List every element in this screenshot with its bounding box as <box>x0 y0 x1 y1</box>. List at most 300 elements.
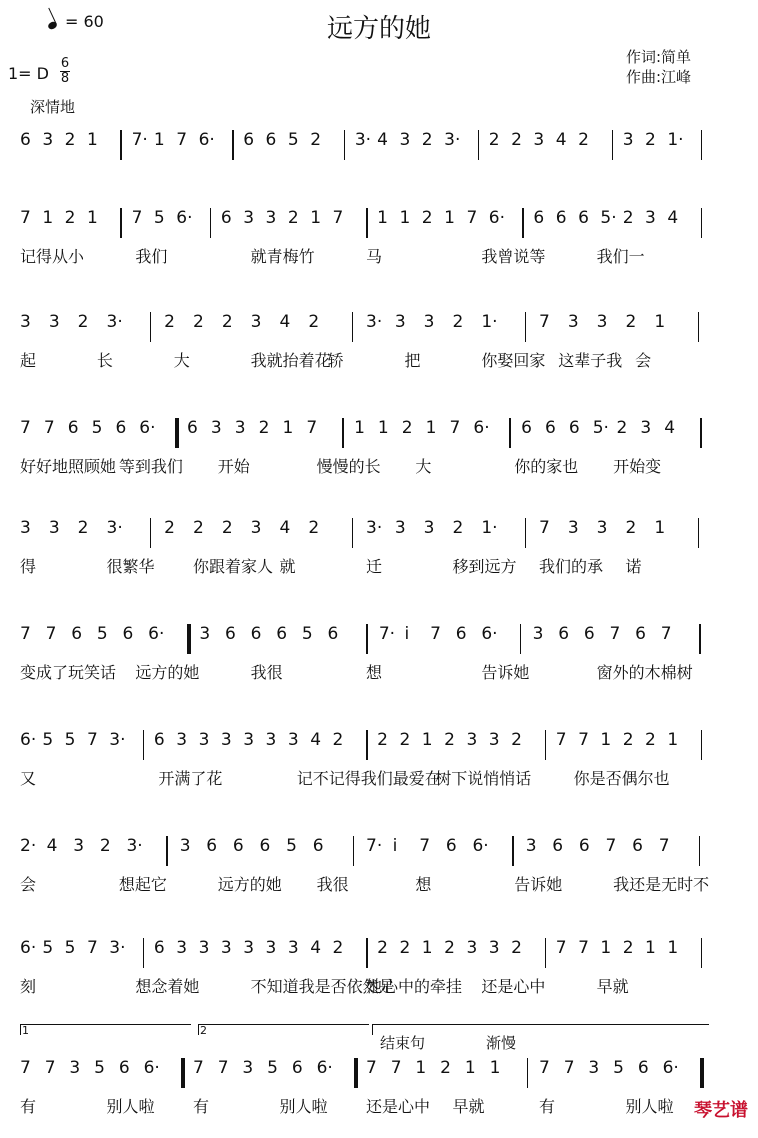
lyric: 我们一 <box>596 247 645 266</box>
bar-line <box>344 130 346 160</box>
note: 3 <box>265 938 277 958</box>
note: 3 <box>176 730 188 750</box>
note: 3· <box>444 130 461 150</box>
note: 3 <box>423 312 435 332</box>
note: 7 <box>449 418 461 438</box>
lyric: 就青梅竹 <box>250 247 315 266</box>
bar-line <box>353 836 355 866</box>
note: 7 <box>131 208 143 228</box>
ending-tempo: 渐慢 <box>486 1034 517 1052</box>
bar-line <box>120 130 122 160</box>
lyricist: 作词:简单 <box>626 48 692 66</box>
note: 2 <box>444 938 455 958</box>
bar-line <box>150 312 152 342</box>
note: 6 <box>243 130 255 150</box>
bar-line <box>525 518 527 548</box>
note: 7 <box>45 624 57 644</box>
lyrics-row <box>0 454 758 478</box>
note: 1 <box>667 730 679 750</box>
note: 3 <box>287 730 299 750</box>
note: 2 <box>645 130 656 150</box>
note: 2 <box>488 130 500 150</box>
note: 6· <box>20 730 37 750</box>
note: 1 <box>86 130 98 150</box>
note: 6 <box>637 1058 649 1078</box>
note: 2 <box>77 518 89 538</box>
note: 7 <box>20 1058 31 1078</box>
note: 2 <box>401 418 413 438</box>
score-line <box>0 130 758 210</box>
note: 7 <box>563 1058 575 1078</box>
notation-row <box>0 836 758 870</box>
note: 6 <box>635 624 646 644</box>
note: 3 <box>265 208 277 228</box>
note: 6 <box>555 208 567 228</box>
lyrics-row <box>0 244 758 268</box>
lyric: 你是否偶尔也 <box>573 769 670 788</box>
bar-line <box>366 730 368 760</box>
lyric: 早就 <box>596 977 629 996</box>
note: 6 <box>558 624 570 644</box>
note: 4 <box>279 518 291 538</box>
note: 3· <box>354 130 372 150</box>
note: 6 <box>20 130 31 150</box>
bar-line <box>700 1058 704 1088</box>
note: 6 <box>115 418 127 438</box>
note: 7 <box>555 730 567 750</box>
lyric: 开始 <box>217 457 250 476</box>
note: 2 <box>452 312 464 332</box>
bar-line <box>352 312 354 342</box>
lyric: 别人啦 <box>279 1097 328 1116</box>
lyric: 就 <box>279 557 296 576</box>
lyric: 想起它 <box>118 875 167 894</box>
note: 2 <box>193 312 204 332</box>
score-line <box>0 1058 758 1138</box>
note: 6 <box>521 418 532 438</box>
bar-line <box>143 730 145 760</box>
note: 7 <box>609 624 621 644</box>
lyric: 会 <box>635 351 652 370</box>
note: 2 <box>332 730 344 750</box>
note: 2 <box>99 836 111 856</box>
lyric: 会 <box>20 875 37 894</box>
note: 1 <box>354 418 365 438</box>
note: 7 <box>306 418 318 438</box>
note: 3· <box>109 730 126 750</box>
bar-line <box>545 938 547 968</box>
lyric: 把 <box>404 351 421 370</box>
note: 3 <box>48 518 60 538</box>
lyric: 我们 <box>135 247 168 266</box>
lyric: 记得从小 <box>20 247 85 266</box>
note: 5· <box>592 418 609 438</box>
note: 3 <box>532 624 544 644</box>
lyric: 开满了花 <box>158 769 223 788</box>
note: 3· <box>106 312 123 332</box>
note: 2 <box>308 518 320 538</box>
note: 5 <box>42 730 54 750</box>
note: 6· <box>148 624 165 644</box>
bar-line <box>150 518 152 548</box>
lyric: 我很 <box>316 875 349 894</box>
notation-row <box>0 518 758 552</box>
bar-line <box>522 208 524 238</box>
note: 1 <box>415 1058 427 1078</box>
note: 6 <box>259 836 271 856</box>
note: 6· <box>472 836 489 856</box>
notation-row <box>0 624 758 658</box>
bar-line <box>520 624 522 654</box>
note: 3 <box>525 836 537 856</box>
note: 4 <box>667 208 679 228</box>
note: 2 <box>399 730 411 750</box>
lyric: 变成了玩笑话 <box>20 663 117 682</box>
note: 6 <box>153 730 165 750</box>
note: 3· <box>109 938 126 958</box>
bar-line <box>698 518 700 548</box>
lyric: 别人啦 <box>106 1097 155 1116</box>
notation-row <box>0 130 758 164</box>
note: 4 <box>310 938 322 958</box>
note: 3 <box>220 938 232 958</box>
note: 3 <box>287 938 299 958</box>
note: 2 <box>77 312 89 332</box>
bar-line <box>166 836 168 866</box>
note: 3 <box>69 1058 81 1078</box>
note: 3 <box>210 418 222 438</box>
note: 4 <box>279 312 291 332</box>
note: 1 <box>444 208 455 228</box>
note: 2 <box>440 1058 451 1078</box>
lyric: 轿 <box>327 351 344 370</box>
bar-line <box>701 730 703 760</box>
lyric: 起 <box>20 351 37 370</box>
note: 6 <box>544 418 556 438</box>
note: 2 <box>377 938 388 958</box>
lyric: 你的家也 <box>514 457 579 476</box>
note: 6 <box>250 624 262 644</box>
notation-row <box>0 730 758 764</box>
lyrics-row <box>0 554 758 578</box>
bar-line <box>120 208 122 238</box>
note: 1 <box>399 208 411 228</box>
lyric: 别人啦 <box>625 1097 674 1116</box>
lyrics-row <box>0 766 758 790</box>
note: 3 <box>48 312 60 332</box>
note: 2 <box>511 730 522 750</box>
note: 6 <box>578 836 590 856</box>
lyric: 我很 <box>250 663 283 682</box>
note: 1 <box>282 418 294 438</box>
tempo-marking: = 60 <box>48 12 104 31</box>
bar-line <box>545 730 547 760</box>
bar-line <box>699 624 701 654</box>
coda-bracket <box>372 1024 709 1035</box>
lyrics-row <box>0 872 758 896</box>
note: 7 <box>20 418 31 438</box>
note: 1· <box>667 130 684 150</box>
note: 2 <box>625 518 637 538</box>
note: 3· <box>106 518 123 538</box>
bar-line <box>366 624 368 654</box>
lyric: 想 <box>366 663 383 682</box>
lyric: 得 <box>20 557 37 576</box>
note: 2 <box>421 130 433 150</box>
page-title: 远方的她 <box>326 14 431 44</box>
note: 6 <box>187 418 198 438</box>
note: 6 <box>122 624 134 644</box>
score-line <box>0 312 758 392</box>
note: 7 <box>605 836 617 856</box>
note: 2 <box>511 130 522 150</box>
bar-line <box>366 938 368 968</box>
note: 3 <box>622 130 634 150</box>
lyric: 等到我们 <box>118 457 183 476</box>
note: 3 <box>243 730 255 750</box>
lyric: 你娶回家 <box>481 351 546 370</box>
note: 6 <box>552 836 564 856</box>
note: 3 <box>265 730 277 750</box>
expression-marking: 深情地 <box>30 98 76 116</box>
lyric: 好好地照顾她 <box>20 457 117 476</box>
note: 3 <box>567 518 579 538</box>
note: 6 <box>220 208 232 228</box>
lyric: 想 <box>415 875 432 894</box>
note: 6 <box>312 836 324 856</box>
notation-row <box>0 938 758 972</box>
lyric: 我就抬着花 <box>250 351 331 370</box>
note: 5 <box>286 836 297 856</box>
note: 7 <box>20 208 31 228</box>
bar-line <box>698 312 700 342</box>
lyric: 远方的她 <box>135 663 200 682</box>
note: 3 <box>423 518 435 538</box>
note: 6 <box>232 836 244 856</box>
note: 3 <box>466 730 478 750</box>
score-line <box>0 730 758 810</box>
lyric: 窗外的木棉树 <box>596 663 693 682</box>
lyric: 我们的承 <box>539 557 604 576</box>
notation-row <box>0 418 758 452</box>
note: 3 <box>199 624 211 644</box>
lyric: 告诉她 <box>481 663 530 682</box>
note: 2 <box>622 730 634 750</box>
note: 7 <box>539 312 550 332</box>
note: 6 <box>632 836 643 856</box>
lyric: 还是心中 <box>366 1097 431 1116</box>
note: 2 <box>622 208 634 228</box>
note: 2 <box>164 518 175 538</box>
note: 6 <box>533 208 545 228</box>
note: 7 <box>86 938 98 958</box>
note: 3 <box>242 1058 254 1078</box>
bar-line <box>366 208 368 238</box>
note: 1 <box>42 208 54 228</box>
note: 2 <box>377 730 388 750</box>
lyrics-row <box>0 660 758 684</box>
note: 3 <box>596 312 608 332</box>
score-line <box>0 518 758 598</box>
note: 1 <box>421 730 433 750</box>
note: 3 <box>394 312 406 332</box>
note: 5 <box>96 624 108 644</box>
lyric: 记不记得我们最爱在 <box>296 769 441 788</box>
note: 7 <box>660 624 672 644</box>
note: 2 <box>399 938 411 958</box>
note: 6 <box>67 418 79 438</box>
score-line <box>0 208 758 288</box>
note: 4 <box>310 730 322 750</box>
note: 1 <box>464 1058 476 1078</box>
note: 6 <box>265 130 277 150</box>
score-line <box>0 624 758 704</box>
lyric: 长 <box>96 351 113 370</box>
note: 5 <box>301 624 313 644</box>
note: 2 <box>444 730 455 750</box>
note: 6· <box>488 208 505 228</box>
note: 2 <box>221 518 233 538</box>
note: 7 <box>43 418 55 438</box>
lyric: 还是心中 <box>481 977 546 996</box>
note: 7 <box>44 1058 56 1078</box>
lyric: 慢慢的长 <box>316 457 381 476</box>
note: 7 <box>366 1058 377 1078</box>
lyric: 有 <box>193 1097 210 1116</box>
note: 6 <box>276 624 288 644</box>
note: 3 <box>220 730 232 750</box>
note: 3 <box>243 938 255 958</box>
note: 3 <box>399 130 411 150</box>
note: 1 <box>153 130 165 150</box>
lyric: 大 <box>173 351 190 370</box>
lyric: 诺 <box>625 557 642 576</box>
note: 3 <box>243 208 255 228</box>
bar-line <box>352 518 354 548</box>
note: 7 <box>539 518 550 538</box>
note: 5 <box>267 1058 278 1078</box>
note: 3 <box>394 518 406 538</box>
bar-line <box>701 208 703 238</box>
note: 1 <box>600 730 612 750</box>
note: 3 <box>588 1058 600 1078</box>
lyric: 很繁华 <box>106 557 155 576</box>
score-line <box>0 836 758 916</box>
note: 2 <box>625 312 637 332</box>
lyric: 刻 <box>20 977 37 996</box>
note: 2 <box>421 208 433 228</box>
bar-line <box>527 1058 529 1088</box>
lyric: 大 <box>415 457 432 476</box>
lyric: 马 <box>366 247 383 266</box>
time-signature: 6 8 <box>60 56 70 86</box>
note: 5 <box>64 730 76 750</box>
lyric: 开始变 <box>613 457 662 476</box>
lyric: 迁 <box>366 557 383 576</box>
note: 1 <box>86 208 98 228</box>
lyric: 树下说悄悄话 <box>435 769 532 788</box>
note: 2 <box>616 418 628 438</box>
note: 3 <box>73 836 85 856</box>
note: 5 <box>287 130 299 150</box>
note: 6· <box>473 418 490 438</box>
lyrics-row <box>0 1094 758 1118</box>
note: 6 <box>118 1058 130 1078</box>
bar-line <box>525 312 527 342</box>
note: 3· <box>366 518 383 538</box>
bar-line <box>478 130 480 160</box>
note: 7 <box>176 130 188 150</box>
note: 6· <box>139 418 156 438</box>
lyric: 移到远方 <box>452 557 517 576</box>
lyric: 早就 <box>452 1097 485 1116</box>
note: 5· <box>600 208 617 228</box>
note: 6 <box>225 624 236 644</box>
note: 7 <box>193 1058 204 1078</box>
score-line <box>0 418 758 498</box>
note: 5 <box>94 1058 105 1078</box>
note: 1 <box>600 938 612 958</box>
note: 4 <box>377 130 388 150</box>
note: 6 <box>206 836 218 856</box>
note: 1 <box>421 938 433 958</box>
note: 3 <box>250 518 262 538</box>
note: 6· <box>176 208 193 228</box>
note: 6· <box>481 624 498 644</box>
note: 5 <box>613 1058 624 1078</box>
lyric: 我曾说等 <box>481 247 546 266</box>
note: 7 <box>20 624 31 644</box>
note: 7· <box>366 836 383 856</box>
lyric: 有 <box>539 1097 556 1116</box>
note: 7 <box>555 938 567 958</box>
note: 2 <box>64 130 76 150</box>
note: 7 <box>86 730 98 750</box>
note: 1 <box>654 518 666 538</box>
note: 7 <box>419 836 431 856</box>
note: i <box>404 624 410 644</box>
bar-line <box>210 208 212 238</box>
note: 1· <box>481 312 498 332</box>
bar-line <box>342 418 344 448</box>
note: 1 <box>489 1058 501 1078</box>
note: 3 <box>20 312 31 332</box>
lyric: 又 <box>20 769 37 788</box>
bar-line <box>354 1058 358 1088</box>
first-ending-bracket <box>20 1024 191 1035</box>
lyric: 我还是无时不 <box>613 875 710 894</box>
note: 6· <box>20 938 37 958</box>
notation-row <box>0 312 758 346</box>
lyric: 想念着她 <box>135 977 200 996</box>
note: 1 <box>654 312 666 332</box>
note: 3 <box>250 312 262 332</box>
note: 2 <box>645 730 656 750</box>
lyric: 有 <box>20 1097 37 1116</box>
note: 3 <box>179 836 191 856</box>
note: 4 <box>46 836 58 856</box>
bar-line <box>509 418 511 448</box>
bar-line <box>699 836 701 866</box>
note: 6 <box>445 836 457 856</box>
notation-row <box>0 208 758 242</box>
note: 6· <box>316 1058 333 1078</box>
notation-row <box>0 1058 758 1092</box>
note: 1 <box>645 938 656 958</box>
note: 6· <box>143 1058 160 1078</box>
lyric: 远方的她 <box>217 875 282 894</box>
note: 3 <box>596 518 608 538</box>
